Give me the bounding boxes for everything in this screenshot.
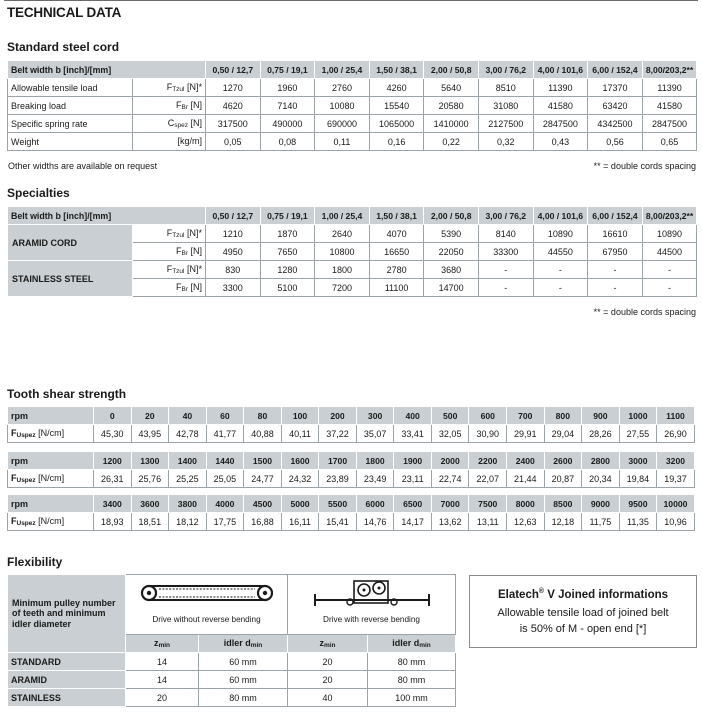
steel-value: 2847500 [533, 115, 588, 133]
tooth-rpm-value: 40 [169, 407, 207, 425]
spec-row-symbol-sub: Tzul [172, 268, 185, 275]
steel-row-label: Specific spring rate [8, 115, 133, 133]
tooth-rpm-value: 2000 [431, 452, 469, 470]
spec-value: - [533, 261, 588, 279]
spec-value: - [588, 279, 643, 297]
spec-row [8, 261, 697, 279]
tooth-force-value: 26,31 [94, 470, 132, 488]
tooth-force-value: 37,22 [319, 425, 357, 443]
steel-value: 2847500 [642, 115, 697, 133]
tooth-force-value: 15,41 [319, 513, 357, 531]
tooth-rpm-value: 700 [507, 407, 545, 425]
tooth-force-value: 17,75 [206, 513, 244, 531]
flex-value-z1: 14 [126, 653, 199, 671]
tooth-force-value: 20,87 [544, 470, 582, 488]
spec-row-symbol-sub: Br [181, 286, 188, 293]
spec-row-symbol-unit: [N]* [184, 264, 202, 274]
tooth-force-value: 29,91 [507, 425, 545, 443]
tooth-force-value: 11,75 [582, 513, 620, 531]
spec-value: 2640 [315, 225, 370, 243]
tooth-force-label [8, 470, 94, 488]
tooth-rpm-value: 600 [469, 407, 507, 425]
tooth-force-value: 13,11 [469, 513, 507, 531]
spec-value: 2780 [369, 261, 424, 279]
tooth-rpm-value: 2600 [544, 452, 582, 470]
tooth-rpm-value: 3600 [131, 495, 169, 513]
spec-value: 5390 [424, 225, 479, 243]
spec-row [8, 225, 697, 243]
tooth-force-value: 14,76 [356, 513, 394, 531]
tooth-rpm-value: 1200 [94, 452, 132, 470]
spec-row-symbol [133, 243, 206, 261]
tooth-table-2 [7, 494, 695, 531]
tooth-rpm-label: rpm [8, 495, 94, 513]
tooth-rpm-value: 7000 [431, 495, 469, 513]
tooth-rpm-value: 1440 [206, 452, 244, 470]
steel-row-label: Weight [8, 133, 133, 151]
steel-value: 20580 [424, 97, 479, 115]
flex-row [8, 653, 456, 671]
spec-value: 1870 [260, 225, 315, 243]
tooth-rpm-value: 900 [582, 407, 620, 425]
top-rule [4, 0, 698, 1]
spec-row-symbol-sub: Br [181, 250, 188, 257]
tooth-rpm-value: 0 [94, 407, 132, 425]
tooth-force-value: 18,93 [94, 513, 132, 531]
tooth-rpm-value: 3000 [619, 452, 657, 470]
spec-value: - [642, 261, 697, 279]
tooth-force-value: 25,25 [169, 470, 207, 488]
steel-value: 1065000 [369, 115, 424, 133]
steel-row [8, 133, 697, 151]
spec-width-7: 6,00 / 152,4 [588, 207, 643, 225]
steel-row-symbol [133, 115, 206, 133]
steel-row-symbol [133, 97, 206, 115]
steel-value: 10080 [315, 97, 370, 115]
spec-value: 10800 [315, 243, 370, 261]
flex-value-d2: 80 mm [368, 653, 456, 671]
spec-value: 5100 [260, 279, 315, 297]
tooth-rpm-value: 2800 [582, 452, 620, 470]
spec-row-symbol-sym: F [175, 282, 182, 292]
steel-value: 0,65 [642, 133, 697, 151]
drive-without-caption: Drive without reverse bending [152, 615, 261, 624]
tooth-rpm-value: 3200 [657, 452, 695, 470]
tooth-rpm-value: 800 [544, 407, 582, 425]
spec-width-3: 1,50 / 38,1 [369, 207, 424, 225]
steel-value: 0,05 [206, 133, 261, 151]
flex-value-z1: 14 [126, 671, 199, 689]
steel-value: 0,11 [315, 133, 370, 151]
tooth-rpm-label: rpm [8, 407, 94, 425]
tooth-force-value: 43,95 [131, 425, 169, 443]
tooth-force-value: 23,11 [394, 470, 432, 488]
tooth-force-value: 29,04 [544, 425, 582, 443]
tooth-force-sub: Uspez [16, 432, 36, 439]
steel-value: 0,43 [533, 133, 588, 151]
tooth-rpm-value: 5000 [281, 495, 319, 513]
tooth-rpm-row [8, 452, 695, 470]
tooth-force-value: 18,12 [169, 513, 207, 531]
steel-value: 0,16 [369, 133, 424, 151]
tooth-force-value: 16,11 [281, 513, 319, 531]
spec-value: 4070 [369, 225, 424, 243]
tooth-force-label [8, 425, 94, 443]
flex-row [8, 671, 456, 689]
spec-row-symbol [133, 261, 206, 279]
tooth-rpm-value: 500 [431, 407, 469, 425]
spec-row-symbol-sym: F [166, 264, 173, 274]
steel-row-symbol [133, 133, 206, 151]
tooth-force-value: 24,32 [281, 470, 319, 488]
tooth-force-value: 40,88 [244, 425, 282, 443]
tooth-rpm-value: 1600 [281, 452, 319, 470]
steel-value: 490000 [260, 115, 315, 133]
tooth-force-unit: [N/cm] [35, 473, 65, 483]
drive-without-cell [126, 575, 288, 635]
steel-cord-table [7, 60, 697, 151]
tooth-force-sym: F [11, 473, 17, 483]
flex-value-d2: 80 mm [368, 671, 456, 689]
spec-row-symbol-sym: F [175, 246, 182, 256]
steel-row-label: Allowable tensile load [8, 79, 133, 97]
tooth-rpm-value: 300 [356, 407, 394, 425]
spec-value: - [478, 279, 533, 297]
steel-width-5: 3,00 / 76,2 [478, 61, 533, 79]
steel-row-symbol-sym: F [175, 100, 182, 110]
tooth-rpm-value: 1400 [169, 452, 207, 470]
drive-without-reverse-icon [139, 581, 275, 607]
page-title: TECHNICAL DATA [7, 5, 122, 20]
flex-row-name: ARAMID [8, 671, 126, 689]
tooth-force-value: 26,90 [657, 425, 695, 443]
zmin-header-1: $z_{min}$ [126, 635, 199, 653]
tooth-force-value: 19,84 [619, 470, 657, 488]
spec-value: 16610 [588, 225, 643, 243]
tooth-force-row [8, 513, 695, 531]
spec-value: 1210 [206, 225, 261, 243]
tooth-rpm-value: 8000 [507, 495, 545, 513]
steel-width-1: 0,75 / 19,1 [260, 61, 315, 79]
spec-width-2: 1,00 / 25,4 [315, 207, 370, 225]
drive-with-reverse-icon [312, 578, 432, 610]
steel-row-symbol-sub: Br [181, 104, 188, 111]
tooth-rpm-value: 80 [244, 407, 282, 425]
tooth-force-value: 30,90 [469, 425, 507, 443]
spec-value: 10890 [642, 225, 697, 243]
tooth-rpm-value: 1000 [619, 407, 657, 425]
tooth-force-value: 20,34 [582, 470, 620, 488]
tooth-force-value: 19,37 [657, 470, 695, 488]
tooth-force-value: 27,55 [619, 425, 657, 443]
spec-value: 1800 [315, 261, 370, 279]
tooth-force-value: 22,07 [469, 470, 507, 488]
steel-heading: Standard steel cord [7, 40, 120, 54]
spec-width-4: 2,00 / 50,8 [424, 207, 479, 225]
tooth-force-value: 11,35 [619, 513, 657, 531]
tooth-rpm-value: 4500 [244, 495, 282, 513]
spec-value: 67950 [588, 243, 643, 261]
steel-row-symbol-unit: [N]* [184, 82, 202, 92]
spec-group-name: ARAMID CORD [8, 225, 133, 261]
tooth-force-value: 16,88 [244, 513, 282, 531]
steel-value: 63420 [588, 97, 643, 115]
tooth-rpm-value: 1300 [131, 452, 169, 470]
steel-value: 0,56 [588, 133, 643, 151]
tooth-force-value: 40,11 [281, 425, 319, 443]
spec-width-8: 8,00/203,2** [642, 207, 697, 225]
tooth-force-sym: F [11, 428, 17, 438]
spec-value: 10890 [533, 225, 588, 243]
steel-width-0: 0,50 / 12,7 [206, 61, 261, 79]
steel-value: 0,22 [424, 133, 479, 151]
tooth-force-value: 25,05 [206, 470, 244, 488]
steel-value: 41580 [533, 97, 588, 115]
steel-row [8, 79, 697, 97]
tooth-rpm-value: 9500 [619, 495, 657, 513]
tooth-force-value: 41,77 [206, 425, 244, 443]
steel-value: 8510 [478, 79, 533, 97]
tooth-rpm-value: 1700 [319, 452, 357, 470]
tooth-rpm-value: 1900 [394, 452, 432, 470]
spec-value: - [588, 261, 643, 279]
tooth-rpm-row [8, 407, 695, 425]
tooth-rpm-value: 60 [206, 407, 244, 425]
steel-value: 4620 [206, 97, 261, 115]
steel-row [8, 97, 697, 115]
specialties-table [7, 206, 697, 297]
tooth-rpm-label: rpm [8, 452, 94, 470]
spec-value: 22050 [424, 243, 479, 261]
tooth-force-value: 33,41 [394, 425, 432, 443]
steel-value: 1270 [206, 79, 261, 97]
spec-value: 8140 [478, 225, 533, 243]
steel-value: 11390 [533, 79, 588, 97]
flex-corner-label: Minimum pulley number of teeth and minimum idler diameter [8, 575, 126, 653]
steel-width-8: 8,00/203,2** [642, 61, 697, 79]
info-title: Elatech® V Joined informations [497, 588, 669, 601]
steel-value: 317500 [206, 115, 261, 133]
tooth-heading: Tooth shear strength [7, 387, 127, 401]
spec-value: 44550 [533, 243, 588, 261]
tooth-rpm-value: 1500 [244, 452, 282, 470]
steel-value: 1960 [260, 79, 315, 97]
tooth-rpm-value: 2400 [507, 452, 545, 470]
flex-value-z1: 20 [126, 689, 199, 707]
steel-value: 5640 [424, 79, 479, 97]
tooth-rpm-value: 8500 [544, 495, 582, 513]
steel-row-label: Breaking load [8, 97, 133, 115]
tooth-force-value: 35,07 [356, 425, 394, 443]
spec-value: 4950 [206, 243, 261, 261]
steel-value: 2127500 [478, 115, 533, 133]
flex-row-name: STAINLESS [8, 689, 126, 707]
spec-value: - [533, 279, 588, 297]
info-line-1: Allowable tensile load of joined belt [497, 606, 669, 619]
spec-value: 830 [206, 261, 261, 279]
steel-width-2: 1,00 / 25,4 [315, 61, 370, 79]
tooth-rpm-value: 100 [281, 407, 319, 425]
idler-header-2: idler $d_{min}$ [368, 635, 456, 653]
tooth-rpm-value: 1800 [356, 452, 394, 470]
tooth-rpm-value: 6000 [356, 495, 394, 513]
tooth-force-value: 23,49 [356, 470, 394, 488]
tooth-rpm-value: 400 [394, 407, 432, 425]
tooth-rpm-value: 200 [319, 407, 357, 425]
tooth-force-row [8, 425, 695, 443]
tooth-force-sub: Uspez [16, 520, 36, 527]
tooth-rpm-value: 10000 [657, 495, 695, 513]
tooth-rpm-value: 20 [131, 407, 169, 425]
steel-value: 4342500 [588, 115, 643, 133]
spec-width-6: 4,00 / 101,6 [533, 207, 588, 225]
tooth-rpm-value: 2200 [469, 452, 507, 470]
tooth-force-value: 18,51 [131, 513, 169, 531]
flex-value-d1: 60 mm [199, 671, 288, 689]
steel-row-symbol-sym: C [167, 118, 175, 128]
flex-row-name: STANDARD [8, 653, 126, 671]
drive-with-caption: Drive with reverse bending [323, 615, 420, 624]
spec-value: 16650 [369, 243, 424, 261]
steel-width-3: 1,50 / 38,1 [369, 61, 424, 79]
spec-width-1: 0,75 / 19,1 [260, 207, 315, 225]
flex-value-z2: 20 [288, 653, 368, 671]
spec-value: - [642, 279, 697, 297]
steel-row-symbol-sub: spez [174, 122, 188, 129]
steel-row-symbol-sym: F [166, 82, 173, 92]
steel-note-right: ** = double cords spacing [593, 161, 696, 171]
spec-value: 14700 [424, 279, 479, 297]
steel-value: 2760 [315, 79, 370, 97]
flex-value-d1: 60 mm [199, 653, 288, 671]
tooth-force-value: 23,89 [319, 470, 357, 488]
tooth-rpm-value: 6500 [394, 495, 432, 513]
tooth-rpm-value: 4000 [206, 495, 244, 513]
tooth-force-sub: Uspez [16, 477, 36, 484]
steel-value: 690000 [315, 115, 370, 133]
steel-value: 0,08 [260, 133, 315, 151]
steel-value: 1410000 [424, 115, 479, 133]
specialties-heading: Specialties [7, 186, 70, 200]
flex-value-d2: 100 mm [368, 689, 456, 707]
spec-row-symbol-sym: F [166, 228, 173, 238]
steel-header-label: Belt width b [inch]/[mm] [8, 61, 206, 79]
spec-value: 3300 [206, 279, 261, 297]
steel-row-symbol-unit: [N] [187, 118, 202, 128]
joined-info-box [469, 575, 697, 648]
spec-row-symbol-unit: [N] [187, 282, 202, 292]
tooth-force-value: 24,77 [244, 470, 282, 488]
tooth-force-unit: [N/cm] [35, 428, 65, 438]
steel-row [8, 115, 697, 133]
steel-row-symbol-unit: [kg/m] [177, 136, 202, 146]
tooth-force-label [8, 513, 94, 531]
tooth-rpm-value: 3800 [169, 495, 207, 513]
tooth-force-value: 22,74 [431, 470, 469, 488]
steel-width-7: 6,00 / 152,4 [588, 61, 643, 79]
tooth-rpm-value: 3400 [94, 495, 132, 513]
tooth-table-0 [7, 406, 695, 443]
tooth-force-value: 28,26 [582, 425, 620, 443]
spec-row-symbol-sub: Tzul [172, 232, 185, 239]
spec-row-symbol-unit: [N] [187, 246, 202, 256]
info-line-2: is 50% of M - open end [*] [519, 622, 647, 635]
spec-value: 7650 [260, 243, 315, 261]
steel-value: 11390 [642, 79, 697, 97]
steel-value: 4260 [369, 79, 424, 97]
steel-row-symbol-unit: [N] [187, 100, 202, 110]
steel-value: 41580 [642, 97, 697, 115]
spec-header-label: Belt width b [inch]/[mm] [8, 207, 206, 225]
tooth-force-value: 12,63 [507, 513, 545, 531]
spec-group-name: STAINLESS STEEL [8, 261, 133, 297]
spec-width-0: 0,50 / 12,7 [206, 207, 261, 225]
tooth-force-value: 45,30 [94, 425, 132, 443]
steel-value: 15540 [369, 97, 424, 115]
spec-value: 7200 [315, 279, 370, 297]
flex-value-z2: 40 [288, 689, 368, 707]
spec-value: 33300 [478, 243, 533, 261]
tooth-force-value: 42,78 [169, 425, 207, 443]
steel-value: 7140 [260, 97, 315, 115]
tooth-rpm-value: 7500 [469, 495, 507, 513]
steel-value: 17370 [588, 79, 643, 97]
steel-value: 0,32 [478, 133, 533, 151]
tooth-table-1 [7, 451, 695, 488]
steel-width-6: 4,00 / 101,6 [533, 61, 588, 79]
steel-row-symbol-sub: Tzul [172, 86, 185, 93]
tooth-force-row [8, 470, 695, 488]
spec-row-symbol [133, 279, 206, 297]
tooth-force-unit: [N/cm] [35, 516, 65, 526]
spec-row-symbol-unit: [N]* [184, 228, 202, 238]
steel-row-symbol [133, 79, 206, 97]
spec-value: 3680 [424, 261, 479, 279]
flex-row [8, 689, 456, 707]
spec-value: 1280 [260, 261, 315, 279]
tooth-force-value: 32,05 [431, 425, 469, 443]
tooth-force-value: 14,17 [394, 513, 432, 531]
tooth-rpm-row [8, 495, 695, 513]
tooth-force-value: 21,44 [507, 470, 545, 488]
drive-with-cell [288, 575, 456, 635]
spec-value: 11100 [369, 279, 424, 297]
flex-heading: Flexibility [7, 555, 63, 569]
tooth-force-sym: F [11, 516, 17, 526]
steel-note-left: Other widths are available on request [8, 161, 158, 171]
zmin-header-2: $z_{min}$ [288, 635, 368, 653]
spec-value: 44500 [642, 243, 697, 261]
tooth-force-value: 12,18 [544, 513, 582, 531]
spec-value: - [478, 261, 533, 279]
flex-value-d1: 80 mm [199, 689, 288, 707]
tooth-rpm-value: 9000 [582, 495, 620, 513]
idler-header-1: idler $d_{min}$ [199, 635, 288, 653]
spec-row-symbol [133, 225, 206, 243]
flexibility-table [7, 574, 456, 707]
flex-value-z2: 20 [288, 671, 368, 689]
spec-note-right: ** = double cords spacing [593, 307, 696, 317]
tooth-force-value: 25,76 [131, 470, 169, 488]
tooth-rpm-value: 5500 [319, 495, 357, 513]
tooth-force-value: 10,96 [657, 513, 695, 531]
steel-value: 31080 [478, 97, 533, 115]
tooth-force-value: 13,62 [431, 513, 469, 531]
tooth-rpm-value: 1100 [657, 407, 695, 425]
steel-width-4: 2,00 / 50,8 [424, 61, 479, 79]
spec-width-5: 3,00 / 76,2 [478, 207, 533, 225]
